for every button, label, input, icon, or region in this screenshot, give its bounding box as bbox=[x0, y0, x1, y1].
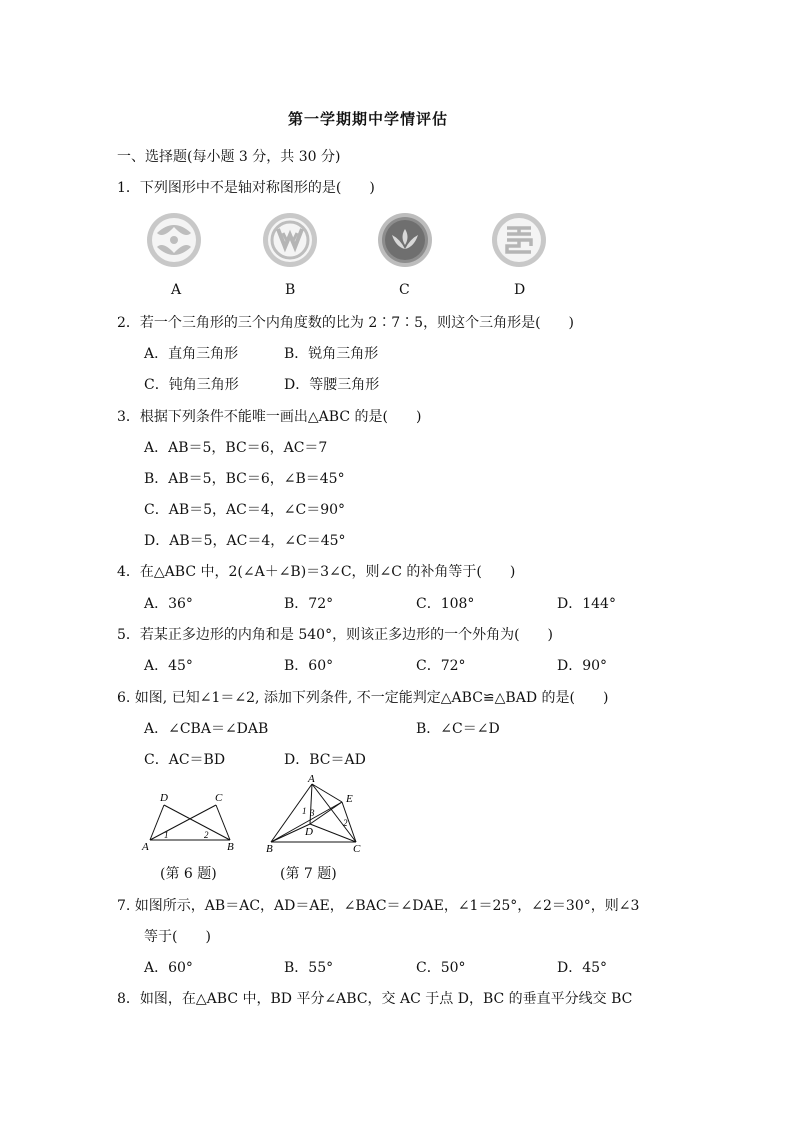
fig7-label-2: 2 bbox=[343, 818, 348, 828]
q6-option-d: D．BC＝AD bbox=[284, 752, 366, 768]
q5-option-a: A．45° bbox=[144, 658, 193, 674]
figure-6-caption: (第 6 题) bbox=[160, 866, 217, 882]
option-label-d: D bbox=[514, 282, 526, 298]
q3-option-d: D．AB＝5，AC＝4，∠C＝45° bbox=[144, 533, 346, 549]
q5-option-c: C．72° bbox=[416, 658, 466, 674]
q6-option-c: C．AC＝BD bbox=[144, 752, 226, 768]
q7-option-a: A．60° bbox=[144, 960, 193, 976]
figure-7-diagram bbox=[262, 772, 372, 856]
question-4-stem: 4．在△ABC 中，2(∠A＋∠B)＝3∠C，则∠C 的补角等于( ) bbox=[117, 564, 516, 580]
question-7-stem-line1: 7. 如图所示，AB＝AC，AD＝AE，∠BAC＝∠DAE，∠1＝25°，∠2＝30°，则∠3 bbox=[117, 898, 640, 914]
q2-option-a: A．直角三角形 bbox=[144, 346, 239, 362]
fig7-label-1: 1 bbox=[302, 806, 307, 816]
volkswagen-logo-icon bbox=[261, 211, 319, 269]
section-heading: 一、选择题(每小题 3 分，共 30 分) bbox=[117, 149, 341, 165]
q3-option-b: B．AB＝5，BC＝6，∠B＝45° bbox=[144, 471, 345, 487]
fig6-label-a: A bbox=[142, 841, 149, 853]
q6-option-b: B．∠C＝∠D bbox=[416, 721, 500, 737]
option-label-c: C bbox=[399, 282, 410, 298]
fig6-label-d: D bbox=[160, 792, 168, 804]
question-6-stem: 6. 如图, 已知∠1＝∠2, 添加下列条件, 不一定能判定△ABC≌△BAD 的是( ) bbox=[117, 690, 609, 706]
fig7-label-a: A bbox=[308, 773, 315, 785]
fig7-label-d: D bbox=[305, 826, 313, 838]
figure-7-caption: (第 7 题) bbox=[280, 866, 337, 882]
fig7-label-3: 3 bbox=[310, 808, 315, 818]
question-2-stem: 2．若一个三角形的三个内角度数的比为 2∶7∶5，则这个三角形是( ) bbox=[117, 315, 575, 331]
dongfeng-logo-icon bbox=[145, 211, 203, 269]
q4-option-a: A．36° bbox=[144, 596, 193, 612]
option-label-b: B bbox=[285, 282, 296, 298]
q3-option-a: A．AB＝5，BC＝6，AC＝7 bbox=[144, 440, 328, 456]
q7-option-c: C．50° bbox=[416, 960, 466, 976]
q7-option-d: D．45° bbox=[557, 960, 608, 976]
fig7-label-b: B bbox=[266, 843, 273, 855]
q4-option-c: C．108° bbox=[416, 596, 475, 612]
option-label-a: A bbox=[171, 282, 182, 298]
question-7-stem-line2: 等于( ) bbox=[144, 929, 211, 945]
fig6-label-2: 2 bbox=[204, 830, 209, 840]
leaf-logo-icon bbox=[376, 211, 434, 269]
figure-6-diagram bbox=[138, 788, 238, 854]
fig6-label-b: B bbox=[227, 841, 234, 853]
q4-option-b: B．72° bbox=[284, 596, 334, 612]
q3-option-c: C．AB＝5，AC＝4，∠C＝90° bbox=[144, 502, 346, 518]
question-1-stem: 1．下列图形中不是轴对称图形的是( ) bbox=[117, 180, 375, 196]
question-3-stem: 3．根据下列条件不能唯一画出△ABC 的是( ) bbox=[117, 409, 422, 425]
q4-option-d: D．144° bbox=[557, 596, 616, 612]
q2-option-b: B．锐角三角形 bbox=[284, 346, 379, 362]
question-5-stem: 5．若某正多边形的内角和是 540°，则该正多边形的一个外角为( ) bbox=[117, 627, 554, 643]
q6-option-a: A．∠CBA＝∠DAB bbox=[144, 721, 269, 737]
fig7-label-e: E bbox=[346, 793, 353, 805]
page-title: 第一学期期中学情评估 bbox=[288, 110, 449, 128]
fig6-label-1: 1 bbox=[164, 830, 169, 840]
q5-option-d: D．90° bbox=[557, 658, 608, 674]
q5-option-b: B．60° bbox=[284, 658, 334, 674]
q7-option-b: B．55° bbox=[284, 960, 334, 976]
q2-option-d: D．等腰三角形 bbox=[284, 377, 380, 393]
bank-logo-icon bbox=[490, 211, 548, 269]
fig7-label-c: C bbox=[353, 843, 361, 855]
q2-option-c: C．钝角三角形 bbox=[144, 377, 239, 393]
fig6-label-c: C bbox=[215, 792, 223, 804]
question-8-stem: 8．如图，在△ABC 中，BD 平分∠ABC，交 AC 于点 D，BC 的垂直平分线交 BC bbox=[117, 991, 633, 1007]
